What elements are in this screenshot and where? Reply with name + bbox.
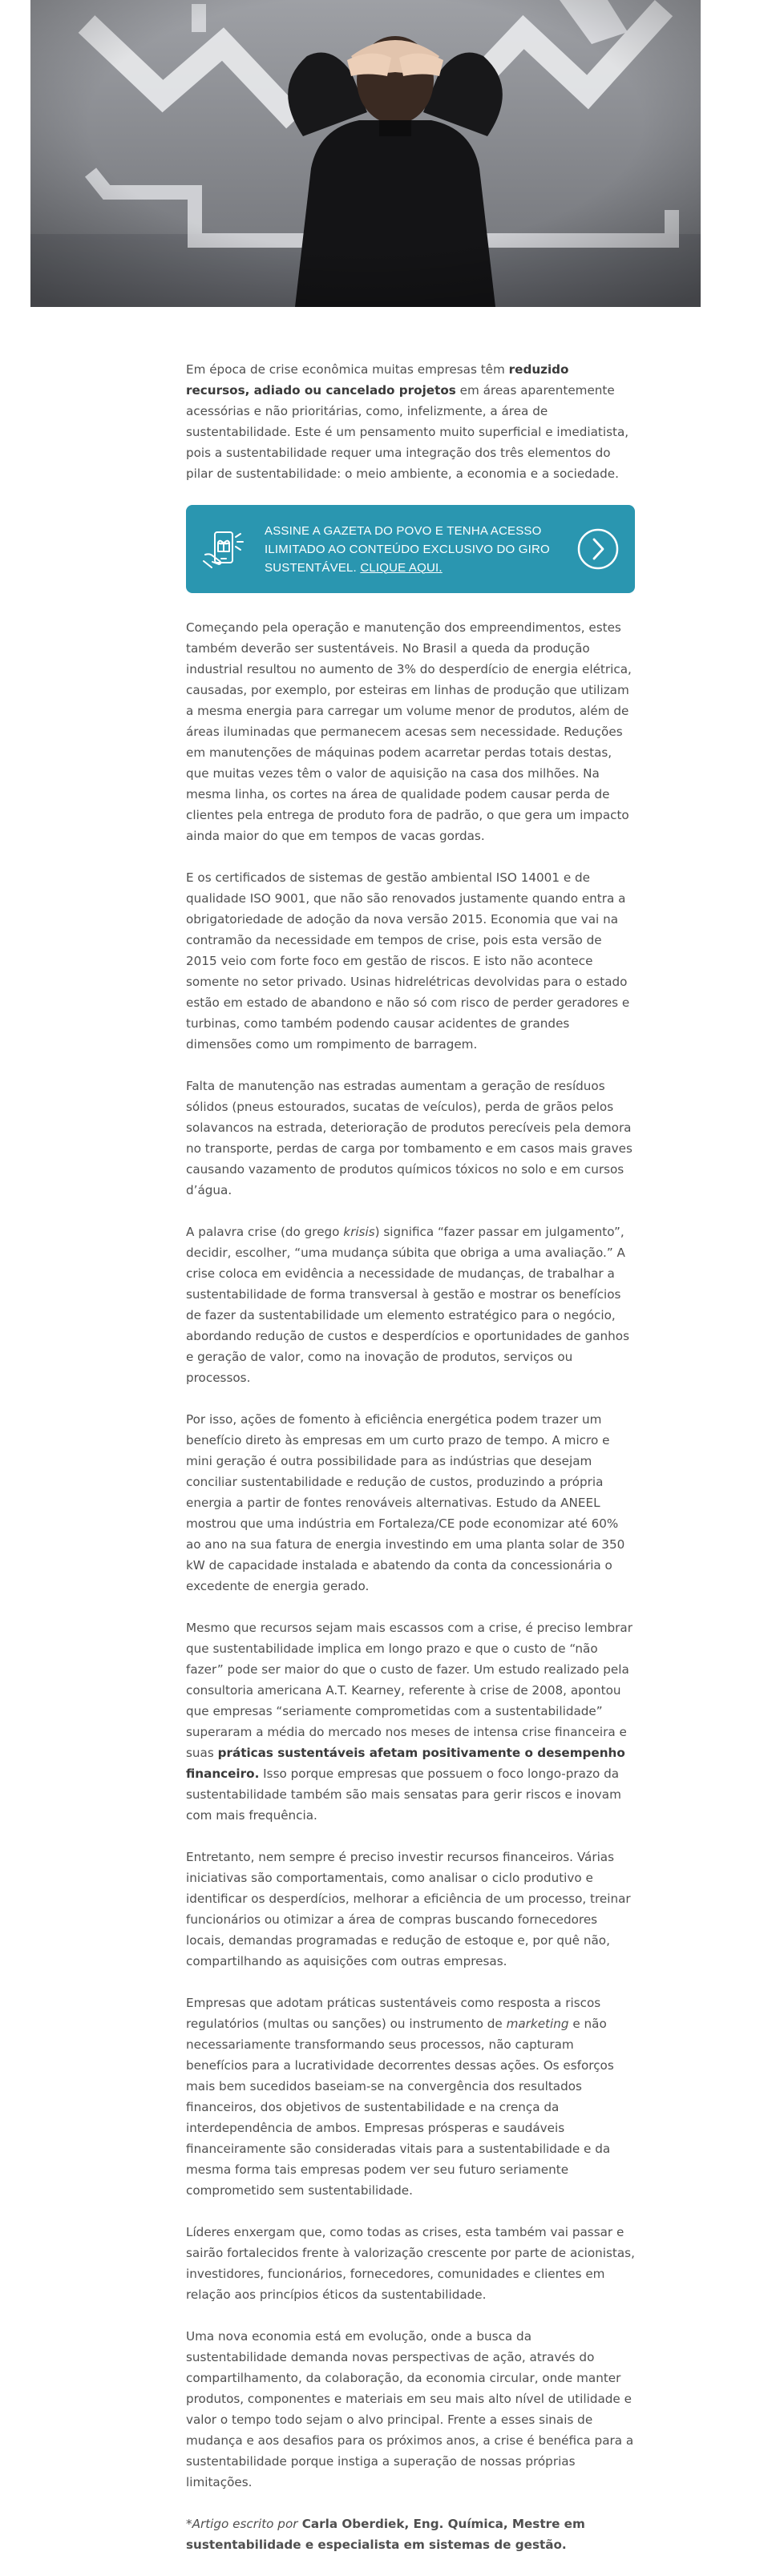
subscribe-banner[interactable]	[186, 505, 635, 593]
gift-phone-icon	[200, 526, 247, 572]
paragraph-3: E os certificados de sistemas de gestão ambiental ISO 14001 e de qualidade ISO 9001, que não são renovados justamente quando entra a obrigatoriedade de adoção da nova versão 2015. Economia que vai na contramão da necessidade em tempos de crise, pois esta versão de 2015 veio com forte foco em gestão de riscos. E isto não acontece somente no setor privado. Usinas hidrelétricas devolvidas para o estado estão em estado de abandono e não só com risco de perder geradores e turbinas, como também podendo causar acidentes de grandes dimensões como um rompimento de barragem.	[186, 870, 630, 1052]
paragraph-5: A palavra crise (do grego krisis) significa “fazer passar em julgamento”, decidir, escolher, “uma mudança súbita que obriga a uma avaliação.” A crise coloca em evidência a necessidade de mudanças, de trabalhar a sustentabilidade de forma transversal à gestão e mostrar os benefícios de fazer da sustentabilidade um elemento estratégico para o negócio, abordando redução de custos e desperdícios e oportunidades de ganhos e geração de valor, como na inovação de produtos, serviços ou processos.	[186, 1225, 629, 1385]
article-body	[186, 359, 635, 2576]
paragraph-10: Líderes enxergam que, como todas as crises, esta também vai passar e sairão fortalecidos frente à valorização crescente por parte de acionistas, investidores, funcionários, fornecedores, comunidades e clientes em relação aos princípios éticos da sustentabilidade.	[186, 2225, 635, 2302]
paragraph-1: Em época de crise econômica muitas empresas têm reduzido recursos, adiado ou cancelado projetos em áreas aparentemente acessórias e não prioritárias, como, infelizmente, a área de sustentabilidade. Este é um pensamento muito superficial e imediatista, pois a sustentabilidade requer uma integração dos três elementos do pilar de sustentabilidade: o meio ambiente, a economia e a sociedade.	[186, 362, 629, 481]
paragraph-9: Empresas que adotam práticas sustentáveis como resposta a riscos regulatórios (multas ou sanções) ou instrumento de marketing e não necessariamente transformando seus processos, não capturam benefícios para a lucratividade decorrentes dessas ações. Os esforços mais bem sucedidos baseiam-se na convergência dos resultados financeiros, dos objetivos de sustentabilidade e na crença da interdependência de ambos. Empresas prósperas e saudáveis financeiramente são consideradas vitais para a sustentabilidade e da mesma forma tais empresas podem ver seu futuro seriamente comprometido sem sustentabilidade.	[186, 1996, 614, 2198]
author-signature: *Artigo escrito por Carla Oberdiek, Eng. Química, Mestre em sustentabilidade e especialista em sistemas de gestão.	[186, 2517, 585, 2552]
arrow-right-circle-icon[interactable]	[576, 527, 620, 571]
paragraph-6: Por isso, ações de fomento à eficiência energética podem trazer um benefício direto às empresas em um curto prazo de tempo. A micro e mini geração é outra possibilidade para as indústrias que desejam conciliar sustentabilidade e redução de custos, produzindo a própria energia a partir de fontes renováveis alternativas. Estudo da ANEEL mostrou que uma indústria em Fortaleza/CE pode economizar até 60% ao ano na sua fatura de energia investindo em uma planta solar de 350 kW de capacidade instalada e abatendo da conta da concessionária o excedente de energia gerado.	[186, 1412, 625, 1593]
paragraph-4: Falta de manutenção nas estradas aumentam a geração de resíduos sólidos (pneus estourados, sucatas de veículos), perda de grãos pelos solavancos na estrada, deterioração de produtos perecíveis pela demora no transporte, perdas de carga por tombamento e em casos mais graves causando vazamento de produtos químicos tóxicos no solo e em cursos d’água.	[186, 1079, 633, 1197]
paragraph-11: Uma nova economia está em evolução, onde a busca da sustentabilidade demanda novas perspectivas de ação, através do compartilhamento, da colaboração, da economia circular, onde manter produtos, componentes e materiais em seu mais alto nível de utilidade e valor o tempo todo sejam o alvo principal. Frente a esses sinais de mudança e aos desafios para os próximos anos, a crise é benéfica para a sustentabilidade porque instiga a superação de nossas próprias limitações.	[186, 2329, 634, 2489]
hero-image	[30, 0, 701, 307]
paragraph-8: Entretanto, nem sempre é preciso investir recursos financeiros. Várias iniciativas são comportamentais, como analisar o ciclo produtivo e identificar os desperdícios, melhorar a eficiência de um processo, treinar funcionários ou otimizar a área de compras buscando fornecedores locais, demandas programadas e redução de estoque e, por quê não, compartilhando as aquisições com outras empresas.	[186, 1850, 631, 1968]
subscribe-text: ASSINE A GAZETA DO POVO E TENHA ACESSO ILIMITADO AO CONTEÚDO EXCLUSIVO DO GIRO SUSTENTÁVEL. CLIQUE AQUI.	[265, 523, 550, 575]
paragraph-2: Começando pela operação e manutenção dos empreendimentos, estes também deverão ser sustentáveis. No Brasil a queda da produção industrial resultou no aumento de 3% do desperdício de energia elétrica, causadas, por exemplo, por esteiras em linhas de produção que utilizam a mesma energia para carregar um volume menor de produtos, além de áreas iluminadas que permanecem acesas sem necessidade. Reduções em manutenções de máquinas podem acarretar perdas totais destas, que muitas vezes têm o valor de aquisição na casa dos milhões. Na mesma linha, os cortes na área de qualidade podem causar perda de clientes pela entrega de produto fora de padrão, o que gera um impacto ainda maior do que em tempos de vacas gordas.	[186, 620, 632, 843]
paragraph-7: Mesmo que recursos sejam mais escassos com a crise, é preciso lembrar que sustentabilidade implica em longo prazo e que o custo de “não fazer” pode ser maior do que o custo de fazer. Um estudo realizado pela consultoria americana A.T. Kearney, referente à crise de 2008, apontou que empresas “seriamente comprometidas com a sustentabilidade” superaram a média do mercado nos meses de intensa crise financeira e suas práticas sustentáveis afetam positivamente o desempenho financeiro. Isso porque empresas que possuem o foco longo-prazo da sustentabilidade também são mais sensatas para gerir riscos e inovam com mais frequência.	[186, 1621, 633, 1823]
subscribe-link[interactable]: CLIQUE AQUI.	[360, 560, 443, 575]
hero-illustration	[30, 0, 701, 307]
